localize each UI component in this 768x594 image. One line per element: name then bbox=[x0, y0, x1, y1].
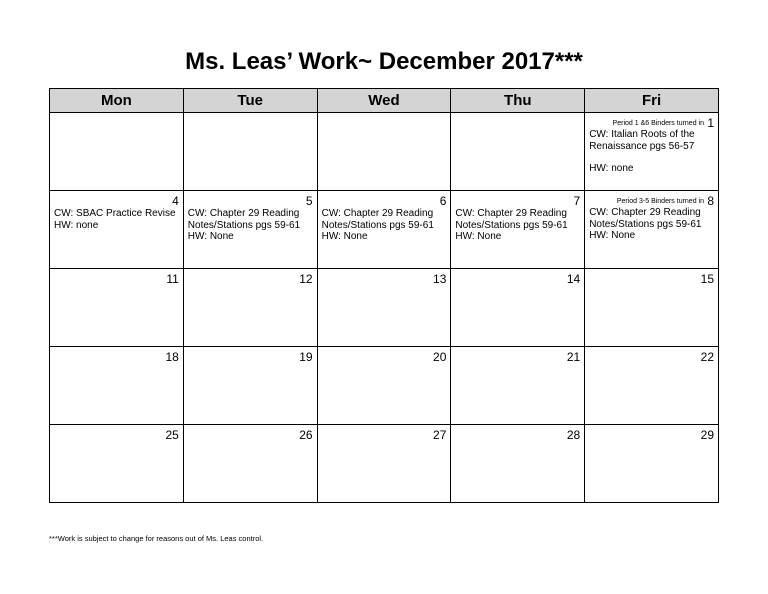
day-content bbox=[455, 208, 582, 243]
day-cell bbox=[183, 269, 317, 347]
day-content bbox=[54, 208, 181, 231]
day-cell bbox=[585, 347, 719, 425]
day-cell-body bbox=[585, 347, 718, 424]
page-title: Ms. Leas’ Work~ December 2017*** bbox=[185, 48, 583, 75]
assignment-line: HW: None bbox=[187, 231, 234, 242]
week-row bbox=[50, 113, 719, 191]
day-note: Period 1 &6 Binders turned in bbox=[612, 120, 704, 127]
day-number: 27 bbox=[433, 428, 447, 442]
assignment-line: CW: Chapter 29 Reading Notes/Stations pgs 59-61 bbox=[321, 208, 434, 231]
weekday-header: Tue bbox=[183, 89, 317, 113]
day-number: 12 bbox=[299, 272, 313, 286]
assignment-line: HW: None bbox=[321, 231, 368, 242]
day-number: 6 bbox=[439, 194, 447, 208]
weekday-header: Mon bbox=[50, 89, 184, 113]
day-number: 21 bbox=[566, 350, 581, 364]
day-cell bbox=[317, 113, 451, 191]
day-cell-body bbox=[184, 269, 317, 346]
day-cell bbox=[451, 191, 585, 269]
day-cell bbox=[183, 191, 317, 269]
day-number: 25 bbox=[165, 428, 179, 442]
day-cell bbox=[451, 425, 585, 503]
assignment-line: HW: None bbox=[455, 231, 502, 242]
day-cell bbox=[317, 269, 451, 347]
day-cell-body bbox=[451, 425, 584, 502]
weekday-header: Fri bbox=[585, 89, 719, 113]
weekday-header-row bbox=[50, 89, 719, 113]
day-cell-body bbox=[50, 191, 183, 268]
day-cell-body bbox=[451, 191, 584, 268]
assignment-line: HW: none bbox=[54, 219, 99, 231]
assignment-line: CW: Chapter 29 Reading Notes/Stations pgs 59-61 bbox=[455, 208, 568, 231]
day-cell-body bbox=[451, 113, 584, 190]
day-number: 1 bbox=[707, 116, 714, 130]
day-cell-body bbox=[184, 425, 317, 502]
day-cell-body bbox=[585, 269, 718, 346]
day-cell bbox=[585, 191, 719, 269]
day-number: 29 bbox=[700, 428, 714, 442]
week-row bbox=[50, 347, 719, 425]
day-note: Period 3-5 Binders turned in bbox=[616, 198, 704, 205]
day-cell-body bbox=[318, 269, 451, 346]
day-cell bbox=[50, 191, 184, 269]
day-cell-body bbox=[50, 113, 183, 190]
day-number: 18 bbox=[165, 350, 179, 364]
day-cell bbox=[451, 269, 585, 347]
day-cell bbox=[585, 269, 719, 347]
day-cell bbox=[183, 425, 317, 503]
day-cell bbox=[50, 269, 184, 347]
line-gap bbox=[589, 152, 716, 163]
day-cell-body bbox=[184, 347, 317, 424]
day-cell bbox=[451, 113, 585, 191]
assignment-line: HW: none bbox=[589, 163, 634, 174]
day-cell-body bbox=[184, 113, 317, 190]
week-row bbox=[50, 269, 719, 347]
assignment-line: CW: Italian Roots of the Renaissance pgs 56-57 bbox=[589, 129, 695, 152]
day-cell bbox=[50, 347, 184, 425]
day-number: 28 bbox=[566, 428, 581, 442]
week-row bbox=[50, 191, 719, 269]
day-cell bbox=[317, 191, 451, 269]
day-cell-body bbox=[585, 191, 718, 268]
footnote: ***Work is subject to change for reasons out of Ms. Leas control. bbox=[49, 534, 264, 543]
assignment-line: CW: Chapter 29 Reading Notes/Stations pgs 59-61 bbox=[187, 208, 301, 231]
day-cell-body bbox=[50, 269, 183, 346]
weekday-header: Thu bbox=[451, 89, 585, 113]
weekday-header: Wed bbox=[317, 89, 451, 113]
day-cell-body bbox=[184, 191, 317, 268]
day-cell bbox=[50, 113, 184, 191]
day-number: 5 bbox=[305, 194, 313, 208]
assignment-line: CW: Chapter 29 Reading Notes/Stations pgs 59-61 bbox=[589, 207, 702, 230]
day-cell bbox=[451, 347, 585, 425]
day-number: 11 bbox=[166, 272, 179, 286]
day-number: 22 bbox=[700, 350, 714, 364]
day-cell-body bbox=[451, 347, 584, 424]
day-content bbox=[589, 207, 716, 242]
day-cell bbox=[183, 347, 317, 425]
day-number: 14 bbox=[566, 272, 581, 286]
day-cell bbox=[585, 113, 719, 191]
day-cell bbox=[317, 347, 451, 425]
day-number: 26 bbox=[299, 428, 313, 442]
day-cell bbox=[183, 113, 317, 191]
day-number: 7 bbox=[573, 194, 581, 208]
calendar-table bbox=[49, 88, 719, 503]
day-cell-body bbox=[585, 425, 718, 502]
day-cell bbox=[50, 425, 184, 503]
day-number: 8 bbox=[707, 194, 714, 208]
week-row bbox=[50, 425, 719, 503]
day-cell bbox=[317, 425, 451, 503]
day-number: 15 bbox=[700, 272, 714, 286]
day-cell-body bbox=[318, 425, 451, 502]
day-cell-body bbox=[50, 347, 183, 424]
assignment-line: HW: None bbox=[589, 230, 636, 241]
day-content bbox=[322, 208, 449, 243]
day-content bbox=[589, 129, 716, 175]
day-cell bbox=[585, 425, 719, 503]
day-cell-body bbox=[318, 191, 451, 268]
day-cell-body bbox=[451, 269, 584, 346]
day-number: 19 bbox=[299, 350, 313, 364]
day-number: 4 bbox=[172, 194, 179, 208]
assignment-line: CW: SBAC Practice Revise bbox=[54, 208, 176, 219]
day-cell-body bbox=[585, 113, 718, 190]
day-number: 20 bbox=[433, 350, 447, 364]
day-cell-body bbox=[318, 113, 451, 190]
day-number: 13 bbox=[433, 272, 447, 286]
day-content bbox=[188, 208, 315, 243]
day-cell-body bbox=[318, 347, 451, 424]
day-cell-body bbox=[50, 425, 183, 502]
